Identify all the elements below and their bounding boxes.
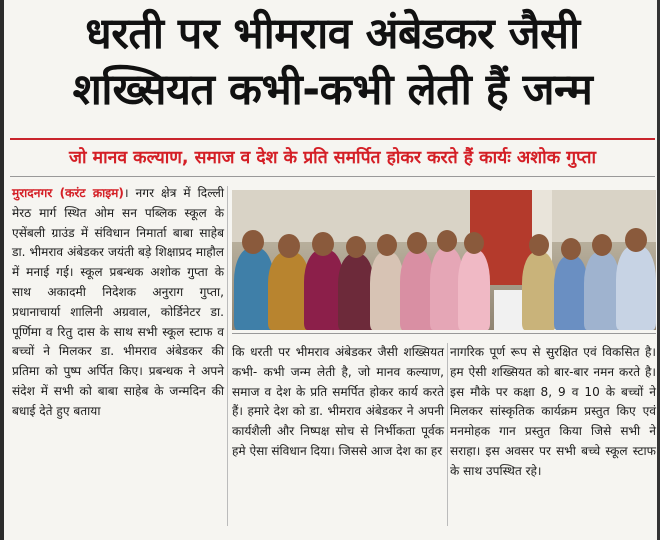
- photo-head: [346, 236, 366, 258]
- article-column-1: [12, 184, 224, 422]
- photo-head: [464, 232, 484, 254]
- photo-head: [625, 228, 647, 252]
- article-column-2: कि धरती पर भीमराव अंबेडकर जैसी शख्सियत कभी- कभी जन्म लेती है, जो मानव कल्याण, समाज व देश के प्रति समर्पित होकर कार्य करते हैं। हमारे देश को डा. भीमराव अंबेडकर ने अपनी कार्यशैली और निष्पक्ष सोच से निर्भीकता पूर्वक हमे ऐसा संविधान दिया। जिससे आज देश का हर: [232, 345, 444, 458]
- photo-person: [554, 256, 588, 330]
- photo-head: [592, 234, 612, 256]
- subhead-rule: [10, 176, 655, 177]
- photo-head: [242, 230, 264, 254]
- photo-head: [529, 234, 549, 256]
- event-photo: [232, 190, 656, 330]
- column-separator-1: [227, 186, 228, 526]
- photo-head: [278, 234, 300, 258]
- photo-rule: [232, 333, 656, 334]
- photo-person: [616, 246, 656, 330]
- photo-person: [338, 254, 374, 330]
- photo-head: [437, 230, 457, 252]
- headline-rule: [10, 138, 655, 140]
- photo-head: [312, 232, 334, 256]
- photo-person: [370, 252, 404, 330]
- headline-line-1: धरती पर भीमराव अंबेडकर जैसी: [85, 9, 580, 59]
- photo-head: [407, 232, 427, 254]
- photo-person: [458, 250, 490, 330]
- left-border: [0, 0, 4, 540]
- photo-head: [377, 234, 397, 256]
- subheadline: जो मानव कल्याण, समाज व देश के प्रति समर्पित होकर करते हैं कार्यः अशोक गुप्ता: [69, 148, 596, 168]
- photo-head: [561, 238, 581, 260]
- photo-person: [522, 252, 556, 330]
- column-1-text: । नगर क्षेत्र में दिल्ली मेरठ मार्ग स्थित ओम सन पब्लिक स्कूल के एसेंबली ग्राउंड में संविधान निमार्ता बाबा साहेब डा. भीमराव अंबेडकर जयंती बड़े शिक्षाप्रद माहौल में मनाई गई। स्कूल प्रबन्धक अशोक गुप्ता के साथ अकादमी निदेशक अनुराग गुप्ता, प्रधानाचार्या शालिनी अग्रवाल, कोर्डिनेटर डा. पूर्णिमा व रितु दास के साथ सभी स्कूल स्टाफ व बच्चों ने मिलकर डा. भीमराव अंबेडकर की प्रतिमा को पुष्प अर्पित किए। प्रबन्धक ने अपने संदेश में सभी को बाबा साहेब के जन्मदिन की बधाई देते हुए बताया: [12, 186, 224, 418]
- column-separator-2: [447, 343, 448, 526]
- dateline: मुरादनगर (करंट क्राइम): [12, 186, 124, 200]
- headline: [10, 6, 655, 118]
- photo-person: [584, 252, 620, 330]
- photo-person: [400, 250, 434, 330]
- headline-line-2: शख्सियत कभी-कभी लेती हैं जन्म: [72, 65, 593, 115]
- article-column-3: नागरिक पूर्ण रूप से सुरक्षित एवं विकसित है। हम ऐसी शख्सियत को बार-बार नमन करते है। इस मौके पर कक्षा 8, 9 व 10 के बच्चों ने मिलकर सांस्कृतिक कार्यक्रम प्रस्तुत किए एवं मनमोहक गान प्रस्तुत किया जिसे सभी ने सराहा। इस अवसर पर सभी बच्चे स्कूल स्टाफ के साथ उपस्थित रहे।: [450, 345, 656, 478]
